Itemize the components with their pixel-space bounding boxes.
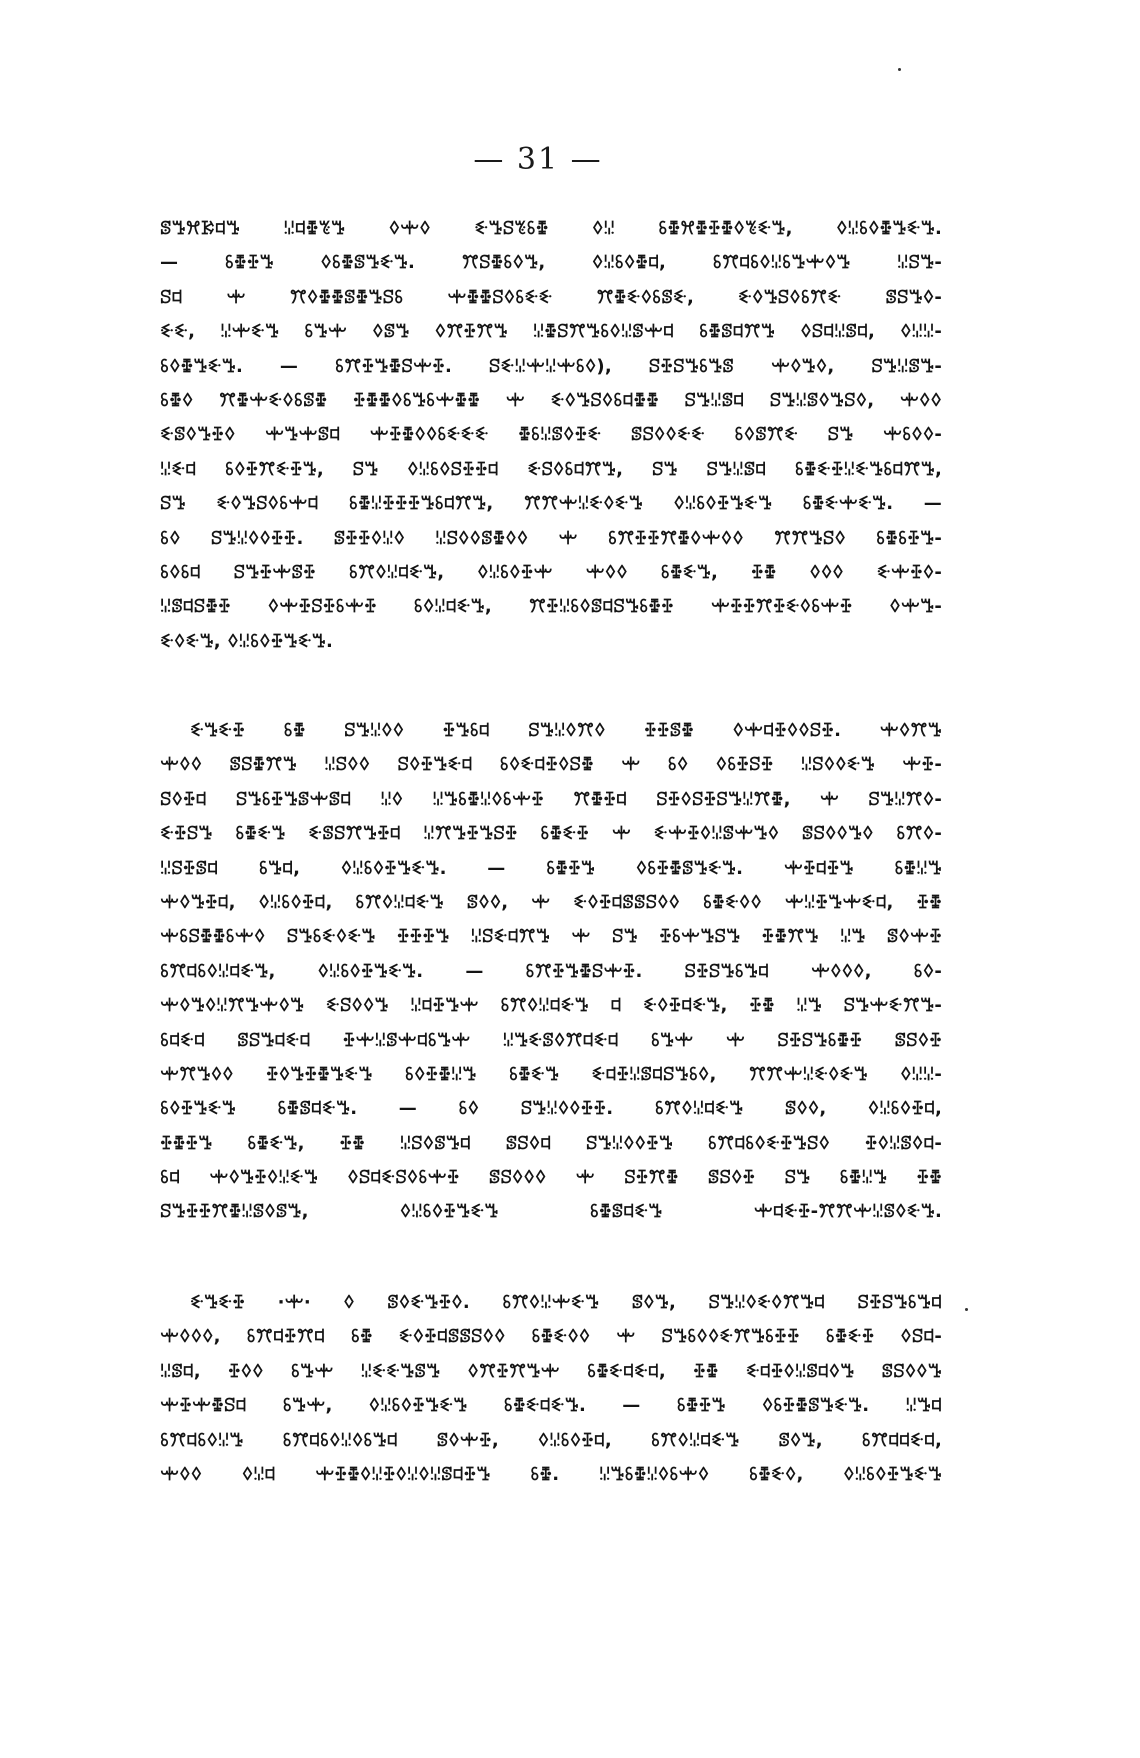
- text-line: ꗩꔀꕶꔤ ꗏꔁꗩꔤ ꗩꕷꕶꔫꔤꔀꕼ ꗹꔫꔤꔀꔤꕶꔀ ꗏꔁꗩꔀ ꗻ ꗩꗻꔀꕺꗹꕷꗻꔤꕺ ꕷꕶꕺꕺꔤꕺ ꗏꔫꕺ-: [160, 823, 942, 845]
- text-line: ꗹꕷꕼ, ꔀꕺꕺ ꗏꔤꗻ ꗹꗩꗩꔤꕷꔤ ꕺꔫꔀꔫꔤꗻ ꗏꔁꗩꕼꗩꕼ, ꔀꔁ ꗩꕼꔀꕺꗹꕷꕼꕺꔤ ꕷꕶꕺꕺꔤ: [160, 1360, 942, 1382]
- text-line: ꗹꕶꔀꕷꕼ ꗏꔤꕼ, ꕺꗹꗏꕺꔀꔤꗩꔤ. — ꗏꔁꔀꔤ ꕺꗏꔀꔁꕷꔤꗩꔤ. ꗻꔀꕼꔀꔤ ꗏꔁꗹꔤ: [160, 857, 942, 879]
- paragraph-2: [160, 714, 942, 1264]
- text-line: ꗻꔫꔤꕺꕺ ꔀꕺꔤꔀꔁꔤꗩꔤ ꗏꕺꔀꔁꗹꔤ ꗏꔁꗩꔤ ꗩꕼꔀꗹꕷꕼꕶꔤꗏꕺ, ꔫꔫꗻꗹꗩꕺꗩꔤ ꕺꗹꗹ-: [160, 1063, 942, 1085]
- text-line: ꕷꔤꕮꗣꕼꔤ ꗹꕼꔁꔳꔤ ꕺꗻꕺ ꗩꔤꕶꔳꗏꔁ ꕺꗹ ꗏꔁꕮꔁꔀꔁꕺꔳꗩꔤ, ꕺꗹꗏꕺꔁꔤꗩꔤ.: [160, 218, 942, 239]
- stray-dot-right-margin: [965, 1308, 968, 1311]
- text-line: ꗻꔀꗻꔁꕶꕼ ꗏꔤꗻ, ꕺꗹꗏꕺꔀꔤꗩꔤ ꗏꔁꗩꕼꗩꔤ. — ꗏꔁꔀꔤ ꕺꗏꔀꔁꕷꔤꗩꔤ. ꗹꔤꕼ: [160, 1395, 942, 1417]
- text-line: ꗏꕼ ꗻꕺꔤꔀꕺꗹꗩꔤ ꕺꕶꕼꗩꕶꕺꗏꗻꔀ ꕷꕶꕺꕺꕺ ꗻ ꕶꔀꔫꔁ ꕷꕶꕺꔀ ꕶꔤ ꗏꔁꗹꔤ ꔀꔁ: [160, 1167, 942, 1189]
- text-line: ꗩꕷꕺꔤꔀꕺ ꗻꔤꗻꕷꕼ ꗻꔀꔁꕺꕺꗏꗩꗩꗩ ꔁꗏꗹꕷꕺꔀꗩ ꕷꕶꕺꕺꗩꗩ ꗏꕺꕷꔫꗩ ꕶꔤ ꗻꗏꕺꕺ-: [160, 424, 942, 446]
- text-line: ꗩꗩ, ꗹꗻꗩꔤ ꗏꔤꗻ ꕺꕷꔤ ꕺꔫꔀꔫꔤ ꗹꔁꕶꔫꔤꗏꕺꗹꕷꗻꕼ ꗏꔁꕷꕼꔫꔤ ꕺꕶꕼꗹꕷꕼ, ꕺꗹꗹ-: [160, 321, 942, 343]
- text-line: ꗏꕺ ꕶꔤꗹꕺꕺꔀꔀ. ꕷꔀꔀꕺꗹꕺ ꗹꕶꕺꕺꕷꔁꕺꕺ ꗻ ꗏꔫꔀꔀꔫꔁꕺꗻꕺꕺ ꔫꔫꔤꕶꕺ ꗏꔁꗏꔀꔤ-: [160, 527, 942, 549]
- text-line: ꗩꕺꗩꔤ, ꕺꗹꗏꕺꔀꔤꗩꔤ.: [160, 630, 334, 652]
- text-line: ꗻꕺꕺ ꕷꕶꔁꔫꔤ ꗹꕶꕺꕺ ꕶꕺꔀꔤꗩꕼ ꗏꕺꗩꕼꔀꕺꕶꔁ ꗻ ꗏꕺ ꕺꗏꔀꕶꔀ ꗹꕶꕺꕺꗩꔤ ꗻꔀ-: [160, 754, 942, 776]
- text-line: ꗏꕼꗩꕼ ꕷꕶꔤꕼꗩꕼ ꔀꗻꗹꕷꗻꕼꗏꔤꗻ ꗹꔤꗩꕷꕺꔫꕼꗩꕼ ꗏꔤꗻ ꗻ ꕶꔀꕶꔤꗏꔁꔀ ꕷꕶꕺꔀ: [160, 1029, 942, 1051]
- text-line: ꗏꕺꗏꕼ ꕶꔤꔀꗻꕷꔀ ꗏꔫꕺꗹꕼꗩꔤ, ꕺꗹꗏꕺꔀꗻ ꗻꕺꕺ ꗏꔁꗩꔤ, ꔀꔁ ꕺꕺꕺ ꗩꗻꔀꕺ-: [160, 561, 942, 583]
- paragraph-1: [160, 212, 942, 659]
- text-line: ꕶꔤ ꗩꕺꔤꕶꕺꗏꗻꕼ ꗏꔁꗹꔀꔀꔀꔤꗏꕼꔫꔤ, ꔫꔫꗻꗹꗩꕺꗩꔤ ꕺꗹꗏꕺꔀꔤꗩꔤ ꗏꔁꗩꗻꗩꔤ. —: [160, 493, 942, 515]
- stray-dot-top-right: [898, 68, 901, 71]
- text-line: ꗻꕺꔤꕺꗹꔫꔤꗻꕺꔤ ꗩꕶꕺꕺꔤ ꗹꕼꔀꔤꗻ ꗏꔫꕺꗹꕼꗩꔤ ꕼ ꗩꕺꔀꕼꗩꔤ, ꔀꔁ ꗹꔤ ꕶꔤꗻꗩꔫꔤ-: [160, 995, 942, 1017]
- text-line: ꗩꔤꗩꔀ ·ꗻ· ꕺ ꕷꕺꗩꔤꔀꕺ. ꗏꔫꕺꗹꗻꗩꔤ ꕷꕺꔤ, ꕶꔤꗹꕺꗩꕺꔫꔤꕼ ꕶꔀꕶꔤꗏꔤꕼ: [190, 1292, 942, 1313]
- text-line: [160, 1230, 942, 1264]
- text-line: ꗏꔫꕼꗏꕺꗹꕼꗩꔤ, ꕺꗹꗏꕺꔀꔤꗩꔤ. — ꗏꔫꔀꔤꔁꕶꗻꔀ. ꕶꔀꕶꔤꗏꔤꕼ ꗻꕺꕺꕺ, ꗏꕺ-: [160, 960, 942, 982]
- text-line: ꕶꔤꔀꔀꔫꔁꗹꕷꕺꕷꔤ, ꕺꗹꗏꕺꔀꔤꗩꔤ ꗏꔁꕷꕼꗩꔤ ꗻꕼꗩꔀ-ꔫꔫꗻꗹꕷꕺꗩꔤ.: [160, 1201, 942, 1223]
- text-line: ꗏꕺꔁꔤꗩꔤ. — ꗏꔫꔀꔤꔁꕶꗻꔀ. ꕶꗩꗹꗻꗹꗻꗏꕺ), ꕶꔀꕶꔤꗏꔤꕷ ꗻꕺꔤꕺ, ꕶꔤꗹꕷꔤ-: [160, 355, 942, 377]
- text-line: ꗹꕷꕼꕶꔁꔀ ꕺꗻꔀꕶꔀꗏꗻꔀ ꗏꕺꗹꕼꗩꔤ, ꔫꔀꗹꗏꕺꕷꕼꕶꔤꗏꔁꔀ ꗻꔀꔀꔫꔀꗩꕺꗏꗻꔀ ꕺꗻꔤ-: [160, 596, 942, 618]
- text-line: ꗻꕺꕺ ꕺꗹꕼ ꗻꔀꔁꕺꗹꔀꕺꗹꕺꗹꕷꕼꔀꔤ ꗏꔁ. ꗹꔤꗏꔁꗹꕺꗏꗻꕺ ꗏꔁꗩꕺ, ꕺꗹꗏꕺꔀꔤꗩꔤ: [160, 1463, 942, 1485]
- paragraph-3: [160, 1286, 942, 1492]
- text-line: ꗏꔁꕺ ꔫꔁꗻꗩꕺꗏꕷꔁ ꔀꔁꔁꕺꗏꔤꗏꗻꔁꔁ ꗻ ꗩꕺꔤꕶꕺꗏꕼꔁꔁ ꕶꔤꗹꕷꕼ ꕶꔤꗹꕷꕺꔤꕶꕺ, ꗻꕺꕺ: [160, 389, 942, 411]
- text-line: ꗩꔤꗩꔀ ꗏꔁ ꕶꔤꗹꕺꕺ ꔀꔤꗏꕼ ꕶꔤꗹꕺꔫꕺ ꔀꔀꕷꔁ ꕺꗻꕼꔀꕺꕺꕶꔀ. ꗻꕺꔫꔤ: [190, 720, 942, 741]
- text-line: ꗻꕺꔤꔀꕼ, ꕺꗹꗏꕺꔀꕼ, ꗏꔫꕺꗹꕼꗩꔤ ꕷꕺꕺ, ꗻ ꗩꕺꔀꕼꕷꕷꕶꕺꕺ ꗏꔁꗩꕺꕺ ꗻꗹꔀꔤꗻꗩꕼ, ꔀꔁ: [160, 891, 942, 913]
- text-line: ꗻꕺꕺꕺ, ꗏꔫꕼꔀꔫꕼ ꗏꔁ ꗩꕺꔀꕼꕷꕷꕶꕺꕺ ꗏꔁꗩꕺꕺ ꗻ ꕶꔤꗏꕺꕺꗩꔫꔤꗏꔀꔀ ꗏꔁꗩꔀ ꕺꕶꕼ-: [160, 1326, 942, 1348]
- text-line: ꗻꗏꕶꔁꔁꗏꗻꕺ ꕶꔤꗏꗩꕺꗩꔤ ꔀꔀꔀꔤ ꗹꕶꗩꕼꔫꔤ ꗻ ꕶꔤ ꔀꗏꗻꔤꕶꔤ ꔀꔁꔫꔤ ꗹꔤ ꕷꕺꗻꔀ: [160, 926, 942, 948]
- text-line: ꕶꕼ ꗻ ꔫꕺꔁꔁꕷꔁꔤꕶꗏ ꗻꔁꔁꕶꕺꗏꗩꗩ ꔫꔁꗩꕺꗏꕷꗩ, ꗩꕺꔤꕶꕺꗏꔫꗩ ꕷꕶꔤꕺ-: [160, 286, 942, 308]
- text-line: ꗏꔫꕼꗏꕺꗹꔤ ꗏꔫꕼꗏꕺꗹꕺꗏꔤꕼ ꕷꕺꗻꔀ, ꕺꗹꗏꕺꔀꕼ, ꗏꔫꕺꗹꕼꗩꔤ ꕷꕺꔤ, ꗏꔫꕼꕼꗩꕼ,: [160, 1429, 942, 1451]
- text-line: ꔀꔁꔀꔤ ꗏꔁꗩꔤ, ꔀꔁ ꗹꕶꕺꕷꔤꕼ ꕷꕶꕺꕼ ꕶꔤꗹꕺꕺꔀꔤ ꗏꔫꕼꗏꕺꗩꔀꔤꕶꕺ ꔀꕺꗹꕷꕺꕼ-: [160, 1132, 942, 1154]
- page-number: — 31 —: [473, 142, 603, 177]
- text-line: — ꗏꔁꔀꔤ ꕺꗏꔁꕷꔤꗩꔤ. ꔫꕶꔁꗏꕺꔤ, ꕺꗹꗏꕺꔁꕼ, ꗏꔫꕼꗏꕺꗹꗏꔤꗻꕺꔤ ꗹꕶꔤ-: [160, 252, 942, 274]
- text-line: ꕶꕺꔀꕼ ꕶꔤꗏꔀꔤꕷꗻꕷꕼ ꗹꕺ ꗹꔤꗏꔁꗹꕺꗏꗻꔀ ꔫꔁꔀꕼ ꕶꔀꕺꕶꔀꕶꔤꗹꔫꔁ, ꗻ ꕶꔤꗹꔫꕺ-: [160, 788, 942, 810]
- text-line: ꗹꗩꕼ ꗏꕺꔀꔫꗩꔀꔤ, ꕶꔤ ꕺꗹꗏꕺꕶꔀꔀꕼ ꗩꕶꕺꗏꕼꔫꔤ, ꕶꔤ ꕶꔤꗹꕷꕼ ꗏꔁꗩꔀꗹꗩꔤꗏꕼꔫꔤ,: [160, 458, 942, 480]
- text-line: ꗏꕺꔀꔤꗩꔤ ꗏꔁꕷꕼꗩꔤ. — ꗏꕺ ꕶꔤꗹꕺꕺꔀꔀ. ꗏꔫꕺꗹꕼꗩꔤ ꕷꕺꕺ, ꕺꗹꗏꕺꔀꕼ,: [160, 1098, 942, 1120]
